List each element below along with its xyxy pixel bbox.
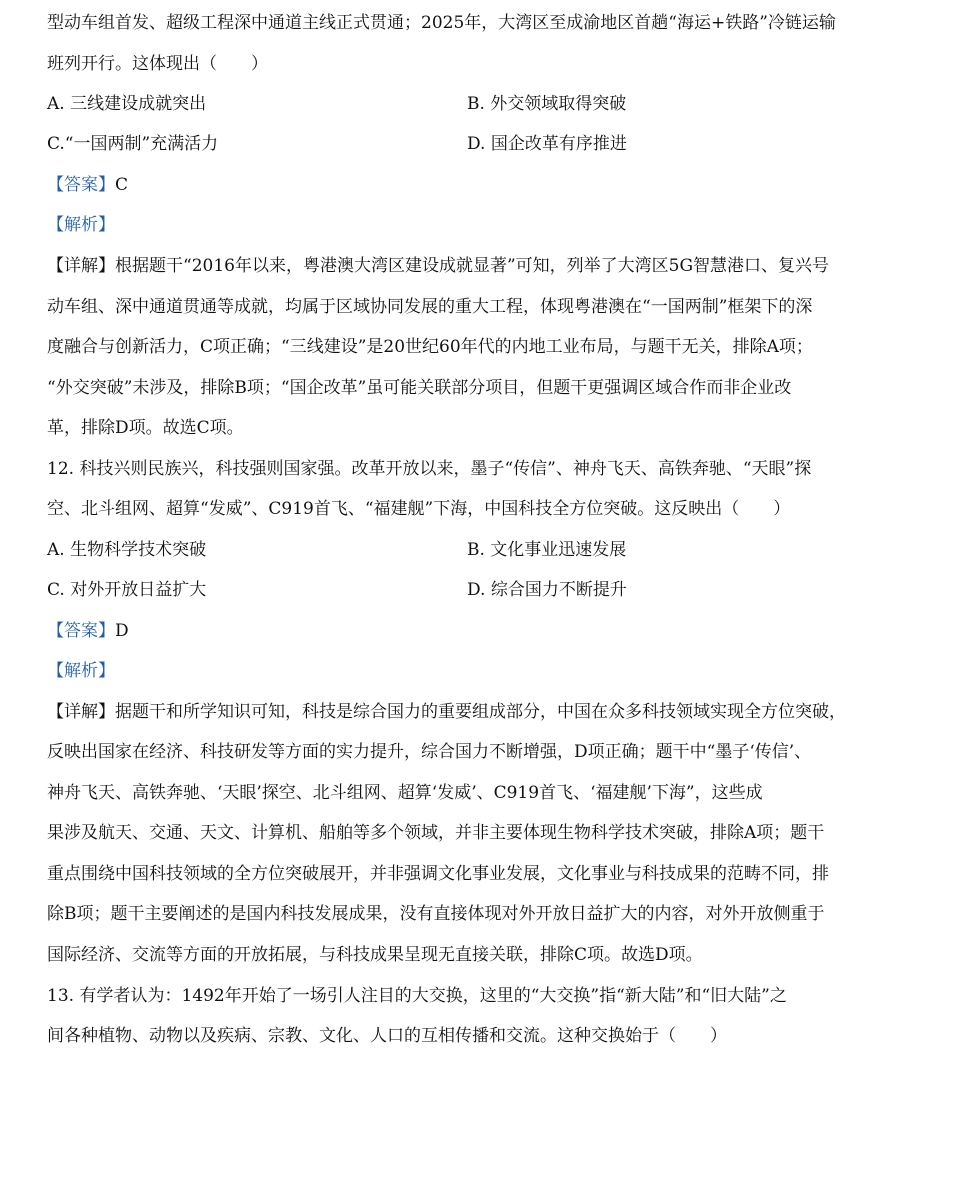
q12-analysis-tag: 【解析】 [47,661,115,681]
q12-detail-line-7: 国际经济、交流等方面的开放拓展，与科技成果呈现无直接关联，排除C项。故选D项。 [47,945,703,965]
q12-detail-text: 据题干和所学知识可知，科技是综合国力的重要组成部分，中国在众多科技领域实现全方位突破， [115,702,846,722]
q12-detail-line-4: 果涉及航天、交通、天文、计算机、船舶等多个领域，并非主要体现生物科学技术突破，排除A项；题干 [47,823,825,843]
q12-stem-line-1: 12. 科技兴则民族兴，科技强则国家强。改革开放以来，墨子“传信”、神舟飞天、高铁奔驰、“天眼”探 [47,459,812,479]
q11-analysis-tag: 【解析】 [47,215,115,235]
q11-analysis-heading [47,205,927,245]
q12-detail-line-5: 重点围绕中国科技领域的全方位突破展开，并非强调文化事业发展，文化事业与科技成果的范畴不同，排 [47,864,829,884]
q12-answer-value: D [115,621,129,641]
q11-detail-line-1 [47,246,927,286]
q11-detail-line-4: “外交突破”未涉及，排除B项；“国企改革”虽可能关联部分项目，但题干更强调区域合作而非企业改 [47,378,792,398]
q11-option-a: A. 三线建设成就突出 [47,94,207,114]
q11-option-b: B. 外交领域取得突破 [467,94,627,114]
q11-answer-tag: 【答案】 [47,175,115,195]
q13-stem-line-2: 间各种植物、动物以及疾病、宗教、文化、人口的互相传播和交流。这种交换始于（ ） [47,1026,727,1046]
q11-detail-text: 根据题干“2016年以来，粤港澳大湾区建设成就显著”可知，列举了大湾区5G智慧港口、复兴号 [115,256,830,276]
q11-option-c: C.“一国两制”充满活力 [47,134,219,154]
q12-detail-line-2: 反映出国家在经济、科技研发等方面的实力提升，综合国力不断增强，D项正确；题干中“墨子‘传信’、 [47,742,812,762]
q11-option-d: D. 国企改革有序推进 [467,134,627,154]
q12-detail-tag: 【详解】 [47,702,115,722]
q12-option-b: B. 文化事业迅速发展 [467,540,627,560]
q12-detail-line-3: 神舟飞天、高铁奔驰、‘天眼’探空、北斗组网、超算‘发威’、C919首飞、‘福建舰’下海”，这些成 [47,783,763,803]
q12-detail-line-1 [47,692,927,732]
q11-answer-value: C [115,175,129,195]
q13-stem-line-1: 13. 有学者认为：1492年开始了一场引人注目的大交换，这里的“大交换”指“新大陆”和“旧大陆”之 [47,986,787,1006]
q11-detail-tag: 【详解】 [47,256,115,276]
q12-analysis-heading [47,651,927,691]
q12-option-c: C. 对外开放日益扩大 [47,580,207,600]
q12-option-d: D. 综合国力不断提升 [467,580,627,600]
q11-stem-line-2: 班列开行。这体现出（ ） [47,54,268,74]
q11-answer [47,165,927,205]
q12-answer [47,611,927,651]
q12-detail-line-6: 除B项；题干主要阐述的是国内科技发展成果，没有直接体现对外开放日益扩大的内容，对外开放侧重于 [47,904,825,924]
q12-option-a: A. 生物科学技术突破 [47,540,207,560]
q12-stem-line-2: 空、北斗组网、超算“发威”、C919首飞、“福建舰”下海，中国科技全方位突破。这反映出（ ） [47,499,791,519]
q12-answer-tag: 【答案】 [47,621,115,641]
q11-detail-line-2: 动车组、深中通道贯通等成就，均属于区域协同发展的重大工程，体现粤港澳在“一国两制”框架下的深 [47,297,813,317]
q11-stem-line-1: 型动车组首发、超级工程深中通道主线正式贯通；2025年，大湾区至成渝地区首趟“海运+铁路”冷链运输 [47,13,836,33]
q11-detail-line-3: 度融合与创新活力，C项正确；“三线建设”是20世纪60年代的内地工业布局，与题干无关，排除A项； [47,337,813,357]
q11-detail-line-5: 革，排除D项。故选C项。 [47,418,244,438]
